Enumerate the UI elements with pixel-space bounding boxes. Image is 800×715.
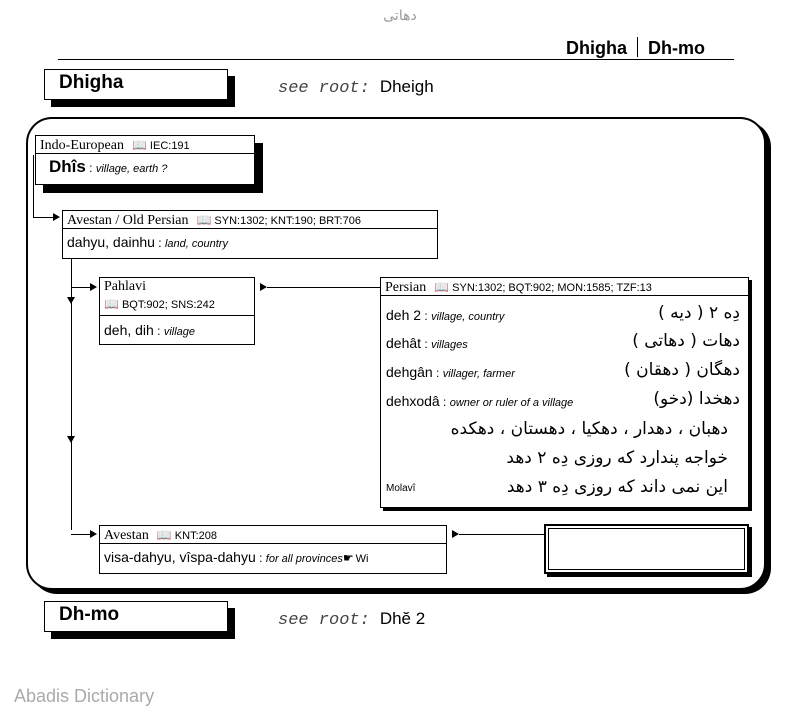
box-title: Indo-European bbox=[40, 138, 124, 153]
persian-row: dehgân : villager, farmer دهگان ( دهقان ) bbox=[386, 360, 740, 380]
arrow-right bbox=[452, 530, 459, 538]
box-body: Dhîs : village, earth ? bbox=[49, 157, 168, 176]
box-ref: BQT:902; SNS:242 bbox=[121, 299, 215, 311]
persian-compounds: دهبان ، دهدار ، دهکیا ، دهستان ، دهکده bbox=[450, 419, 728, 439]
book-icon: 📖 bbox=[434, 280, 450, 294]
connector bbox=[33, 155, 34, 217]
quote-author: Molavî bbox=[386, 483, 416, 494]
box-header bbox=[63, 211, 437, 229]
word: visa-dahyu, vîspa-dahyu bbox=[104, 549, 256, 565]
proto-word: Dhîs bbox=[49, 157, 86, 176]
persian-word: دهگان ( دهقان ) bbox=[624, 360, 740, 380]
gloss: village bbox=[163, 326, 196, 338]
box-title: Avestan / Old Persian bbox=[67, 213, 189, 228]
pointing-hand-icon: ☛ bbox=[342, 551, 354, 565]
arrow-right bbox=[90, 283, 97, 291]
persian-word: دِه ۲ ( دیه ) bbox=[658, 303, 740, 323]
book-icon: 📖 bbox=[104, 297, 119, 311]
root-name: Dh-mo bbox=[59, 604, 120, 625]
arrow-down bbox=[67, 297, 75, 304]
book-icon: 📖 bbox=[131, 138, 147, 152]
box-title: Avestan bbox=[104, 528, 149, 543]
arrow-right bbox=[53, 213, 60, 221]
word: deh 2 bbox=[386, 307, 422, 323]
box-ref: SYN:1302; KNT:190; BRT:706 bbox=[214, 215, 361, 227]
persian-row: dehxodâ : owner or ruler of a village دهخدا (دخو) bbox=[386, 389, 740, 409]
arrow-right bbox=[260, 283, 267, 291]
box-body: visa-dahyu, vîspa-dahyu : for all provinces☛ Wi bbox=[104, 549, 369, 565]
gloss: villager, farmer bbox=[442, 368, 515, 380]
persian-word: دهخدا (دخو) bbox=[653, 389, 740, 409]
box-header bbox=[36, 136, 254, 154]
box-body: dahyu, dainhu : land, country bbox=[67, 234, 228, 250]
book-icon: 📖 bbox=[196, 213, 212, 227]
connector bbox=[71, 534, 91, 535]
header-separator bbox=[637, 37, 638, 57]
word: deh, dih bbox=[104, 322, 154, 338]
box-title: Pahlavi bbox=[104, 279, 146, 294]
word: dehgân bbox=[386, 364, 433, 380]
see-root-target[interactable]: Dheigh bbox=[379, 77, 434, 96]
connector bbox=[267, 287, 380, 288]
connector bbox=[71, 287, 91, 288]
box-ref: KNT:208 bbox=[174, 530, 217, 542]
book-icon: 📖 bbox=[156, 528, 172, 542]
connector bbox=[33, 217, 55, 218]
root-name: Dhigha bbox=[59, 72, 124, 93]
persian-box bbox=[380, 277, 749, 508]
word: dehxodâ bbox=[386, 393, 440, 409]
box-header bbox=[100, 526, 446, 544]
avestan-old-persian-box bbox=[62, 210, 438, 259]
poem-line-2: این نمی داند که روزی دِه ۳ دهد bbox=[506, 477, 728, 497]
gloss: for all provinces bbox=[265, 553, 343, 565]
footer-brand: Abadis Dictionary bbox=[14, 686, 155, 706]
see-also-link[interactable]: Wi bbox=[355, 553, 369, 565]
see-root-label: see root: bbox=[278, 611, 370, 630]
see-root-target[interactable]: Dhĕ 2 bbox=[379, 609, 426, 628]
pahlavi-box bbox=[99, 277, 255, 345]
box-title: Persian bbox=[385, 280, 427, 295]
box-ref: SYN:1302; BQT:902; MON:1585; TZF:13 bbox=[452, 282, 652, 294]
persian-word: دهات ( دهاتی ) bbox=[632, 331, 740, 351]
connector bbox=[459, 534, 544, 535]
see-root-dh-mo[interactable] bbox=[278, 609, 425, 630]
word: dehât bbox=[386, 335, 422, 351]
empty-descendant-box bbox=[544, 524, 749, 574]
root-box-dhigha bbox=[44, 69, 228, 100]
arrow-right bbox=[90, 530, 97, 538]
header-rule bbox=[58, 59, 734, 60]
gloss: land, country bbox=[164, 238, 228, 250]
see-root-dhigha[interactable] bbox=[278, 77, 434, 98]
persian-row: deh 2 : village, country دِه ۲ ( دیه ) bbox=[386, 303, 740, 323]
gloss: owner or ruler of a village bbox=[449, 397, 574, 409]
poem-line-1: خواجه پندارد که روزی دِه ۲ دهد bbox=[506, 448, 728, 468]
see-root-label: see root: bbox=[278, 79, 370, 98]
header-last-root: Dh-mo bbox=[648, 38, 705, 58]
root-box-dh-mo bbox=[44, 601, 228, 632]
box-header bbox=[100, 278, 254, 316]
indo-european-box bbox=[35, 135, 255, 185]
word: dahyu, dainhu bbox=[67, 234, 155, 250]
page-title: دهاتی bbox=[383, 8, 417, 24]
arrow-down bbox=[67, 436, 75, 443]
gloss: village, country bbox=[431, 311, 505, 323]
box-header bbox=[381, 278, 748, 296]
avestan-box bbox=[99, 525, 447, 574]
persian-row: dehât : villages دهات ( دهاتی ) bbox=[386, 331, 740, 351]
header-first-root: Dhigha bbox=[566, 38, 627, 58]
header-root-range bbox=[566, 37, 705, 59]
gloss: villages bbox=[431, 339, 468, 351]
gloss: village, earth ? bbox=[95, 163, 168, 175]
box-body: deh, dih : village bbox=[104, 322, 196, 338]
box-ref: IEC:191 bbox=[149, 140, 190, 152]
